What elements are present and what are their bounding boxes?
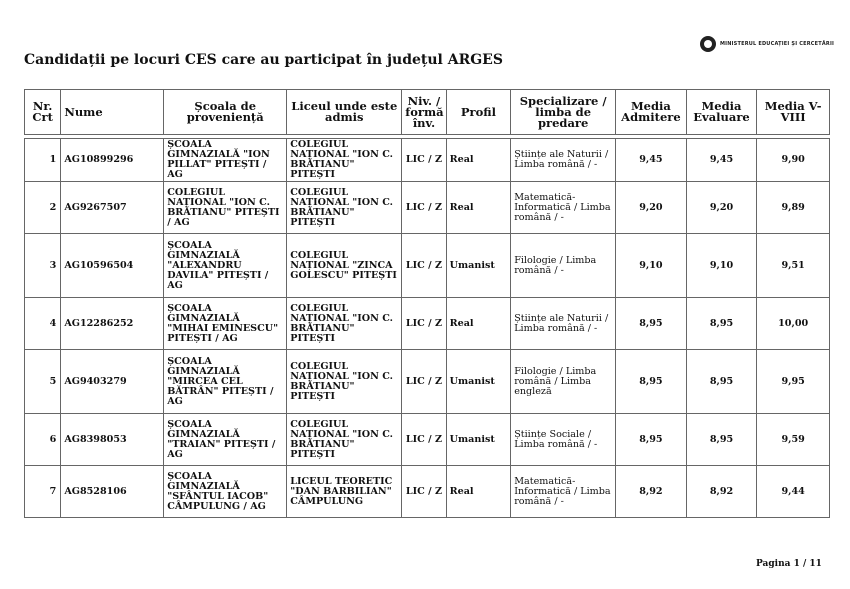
cell-liceu: COLEGIUL NAȚIONAL "ION C. BRĂTIANU" PITEȘTI xyxy=(287,182,402,234)
cell-media58: 9,89 xyxy=(757,182,830,234)
cell-nr: 3 xyxy=(25,234,61,298)
cell-niv: LIC / Z xyxy=(402,466,446,518)
cell-nr: 1 xyxy=(25,139,61,182)
ministry-name: MINISTERUL EDUCAȚIEI ȘI CERCETĂRII xyxy=(720,41,835,47)
candidates-table xyxy=(24,89,830,518)
cell-scoala: ȘCOALA GIMNAZIALĂ "ION PILLAT" PITEȘTI / AG xyxy=(164,139,287,182)
cell-profil: Real xyxy=(446,466,511,518)
cell-evaluare: 8,95 xyxy=(686,350,757,414)
cell-profil: Real xyxy=(446,182,511,234)
cell-niv: LIC / Z xyxy=(402,350,446,414)
cell-nr: 7 xyxy=(25,466,61,518)
column-header: Nume xyxy=(61,90,164,135)
cell-scoala: ȘCOALA GIMNAZIALĂ "TRAIAN" PITEȘTI / AG xyxy=(164,414,287,466)
cell-nr: 2 xyxy=(25,182,61,234)
cell-nume: AG8528106 xyxy=(61,466,164,518)
cell-niv: LIC / Z xyxy=(402,414,446,466)
cell-spec: Științe ale Naturii / Limba română / - xyxy=(511,139,616,182)
table-row xyxy=(25,466,830,518)
cell-liceu: COLEGIUL NAȚIONAL "ION C. BRĂTIANU" PITEȘTI xyxy=(287,298,402,350)
column-header: Liceul unde este admis xyxy=(287,90,402,135)
table-row xyxy=(25,350,830,414)
table-row xyxy=(25,139,830,182)
table-row xyxy=(25,298,830,350)
cell-niv: LIC / Z xyxy=(402,182,446,234)
cell-admitere: 8,92 xyxy=(616,466,687,518)
column-header: Media V-VIII xyxy=(757,90,830,135)
cell-spec: Științe ale Naturii / Limba română / - xyxy=(511,298,616,350)
cell-liceu: COLEGIUL NAȚIONAL "ION C. BRĂTIANU" PITEȘTI xyxy=(287,414,402,466)
cell-admitere: 8,95 xyxy=(616,298,687,350)
page-title: Candidații pe locuri CES care au participat în județul ARGES xyxy=(24,52,503,68)
ministry-logo xyxy=(700,36,834,52)
cell-spec: Filologie / Limba română / Limba engleză xyxy=(511,350,616,414)
cell-liceu: LICEUL TEORETIC "DAN BARBILIAN" CÂMPULUNG xyxy=(287,466,402,518)
cell-profil: Real xyxy=(446,139,511,182)
cell-media58: 10,00 xyxy=(757,298,830,350)
cell-nume: AG10899296 xyxy=(61,139,164,182)
cell-media58: 9,95 xyxy=(757,350,830,414)
cell-nume: AG12286252 xyxy=(61,298,164,350)
cell-profil: Umanist xyxy=(446,234,511,298)
cell-media58: 9,90 xyxy=(757,139,830,182)
cell-nume: AG8398053 xyxy=(61,414,164,466)
column-header: Specializare / limba de predare xyxy=(511,90,616,135)
table-row xyxy=(25,182,830,234)
table-header-row xyxy=(25,90,830,135)
cell-admitere: 8,95 xyxy=(616,414,687,466)
cell-scoala: ȘCOALA GIMNAZIALĂ "MIHAI EMINESCU" PITEȘTI / AG xyxy=(164,298,287,350)
cell-niv: LIC / Z xyxy=(402,139,446,182)
cell-evaluare: 8,95 xyxy=(686,414,757,466)
table-row xyxy=(25,234,830,298)
cell-evaluare: 8,95 xyxy=(686,298,757,350)
cell-niv: LIC / Z xyxy=(402,234,446,298)
cell-evaluare: 8,92 xyxy=(686,466,757,518)
coat-of-arms-icon xyxy=(700,36,716,52)
cell-admitere: 9,45 xyxy=(616,139,687,182)
cell-liceu: COLEGIUL NAȚIONAL "ZINCA GOLESCU" PITEȘTI xyxy=(287,234,402,298)
cell-nume: AG9403279 xyxy=(61,350,164,414)
cell-spec: Științe Sociale / Limba română / - xyxy=(511,414,616,466)
cell-scoala: ȘCOALA GIMNAZIALĂ "SFÂNTUL IACOB" CÂMPULUNG / AG xyxy=(164,466,287,518)
cell-liceu: COLEGIUL NAȚIONAL "ION C. BRĂTIANU" PITEȘTI xyxy=(287,350,402,414)
cell-media58: 9,44 xyxy=(757,466,830,518)
cell-nume: AG10596504 xyxy=(61,234,164,298)
cell-evaluare: 9,10 xyxy=(686,234,757,298)
column-header: Niv. / formă înv. xyxy=(402,90,446,135)
cell-niv: LIC / Z xyxy=(402,298,446,350)
cell-profil: Real xyxy=(446,298,511,350)
cell-nume: AG9267507 xyxy=(61,182,164,234)
column-header: Școala de proveniență xyxy=(164,90,287,135)
cell-nr: 4 xyxy=(25,298,61,350)
cell-profil: Umanist xyxy=(446,414,511,466)
cell-evaluare: 9,20 xyxy=(686,182,757,234)
cell-spec: Matematică-Informatică / Limba română / - xyxy=(511,182,616,234)
cell-scoala: COLEGIUL NAȚIONAL "ION C. BRĂTIANU" PITEȘTI / AG xyxy=(164,182,287,234)
cell-admitere: 9,20 xyxy=(616,182,687,234)
cell-profil: Umanist xyxy=(446,350,511,414)
column-header: Profil xyxy=(446,90,511,135)
page-number: Pagina 1 / 11 xyxy=(756,559,822,569)
cell-admitere: 9,10 xyxy=(616,234,687,298)
cell-admitere: 8,95 xyxy=(616,350,687,414)
cell-nr: 5 xyxy=(25,350,61,414)
table-row xyxy=(25,414,830,466)
cell-media58: 9,59 xyxy=(757,414,830,466)
column-header: Media Admitere xyxy=(616,90,687,135)
cell-spec: Filologie / Limba română / - xyxy=(511,234,616,298)
cell-nr: 6 xyxy=(25,414,61,466)
cell-media58: 9,51 xyxy=(757,234,830,298)
cell-spec: Matematică-Informatică / Limba română / - xyxy=(511,466,616,518)
cell-evaluare: 9,45 xyxy=(686,139,757,182)
column-header: Media Evaluare xyxy=(686,90,757,135)
cell-scoala: ȘCOALA GIMNAZIALĂ "MIRCEA CEL BĂTRÂN" PITEȘTI / AG xyxy=(164,350,287,414)
cell-liceu: COLEGIUL NAȚIONAL "ION C. BRĂTIANU" PITEȘTI xyxy=(287,139,402,182)
column-header: Nr. Crt xyxy=(25,90,61,135)
cell-scoala: ȘCOALA GIMNAZIALĂ "ALEXANDRU DAVILA" PITEȘTI / AG xyxy=(164,234,287,298)
